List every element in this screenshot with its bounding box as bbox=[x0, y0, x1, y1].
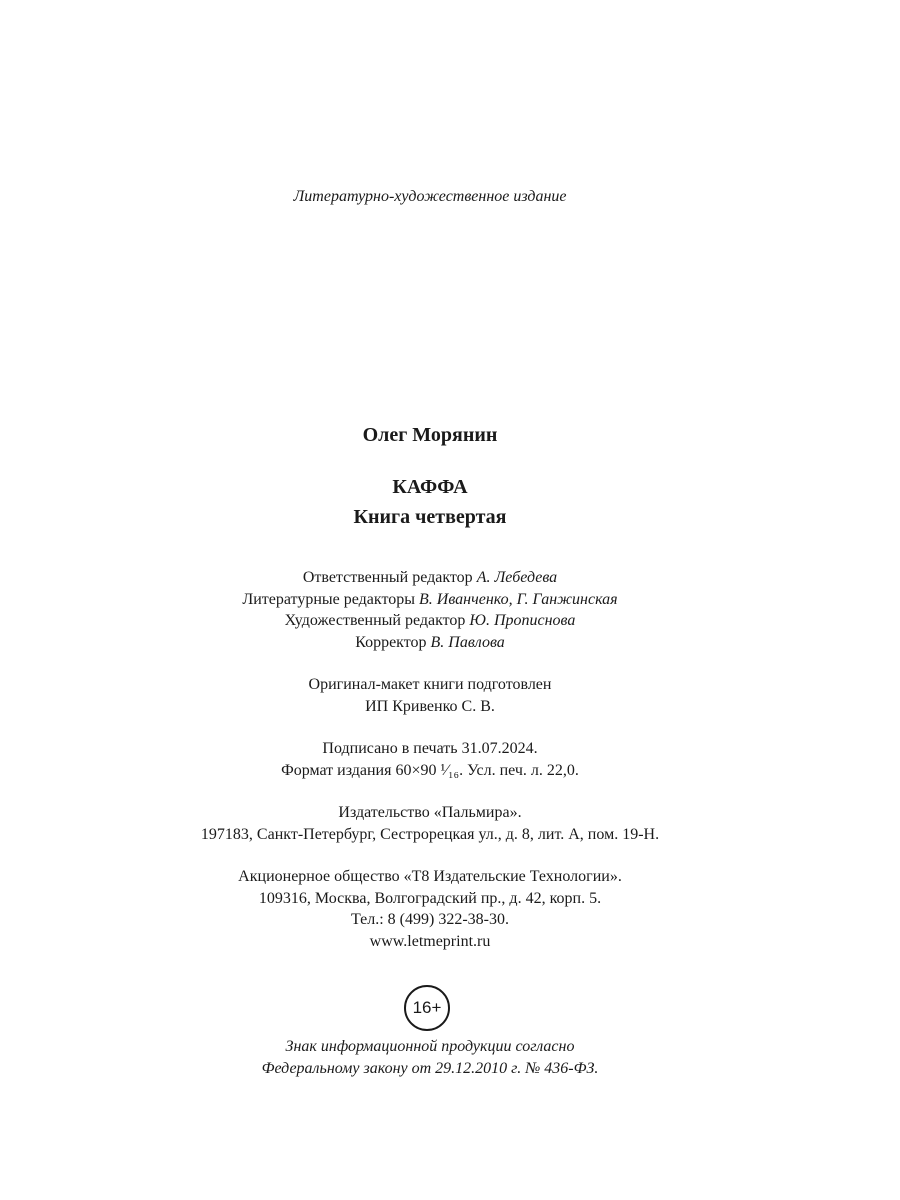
edition-type bbox=[0, 186, 860, 208]
printer-website: www.letmeprint.ru bbox=[369, 932, 491, 950]
printer-name: Акционерное общество «Т8 Издательские Технологии». bbox=[238, 868, 622, 885]
credit-names: В. Павлова bbox=[430, 633, 505, 651]
printer-phone: Тел.: 8 (499) 322-38-30. bbox=[350, 911, 509, 928]
credit-names: В. Иванченко, Г. Ганжинская bbox=[418, 590, 618, 608]
credit-role: Корректор bbox=[355, 633, 427, 651]
credit-role: Ответственный редактор bbox=[302, 569, 473, 586]
publisher-address: 197183, Санкт-Петербург, Сестрорецкая ул., д. 8, лит. А, пом. 19-Н. bbox=[200, 825, 660, 843]
print-info bbox=[0, 738, 860, 781]
publisher-info bbox=[0, 802, 860, 845]
layout-line-2: ИП Кривенко С. В. bbox=[365, 697, 495, 715]
credit-line bbox=[0, 589, 860, 611]
age-rating-badge bbox=[404, 985, 450, 1031]
credit-role: Литературные редакторы bbox=[242, 590, 415, 608]
edition-type-text: Литературно-художественное издание bbox=[293, 188, 567, 205]
credit-names: А. Лебедева bbox=[476, 569, 558, 586]
print-format: Формат издания 60×90 ¹⁄₁₆. Усл. печ. л. 22,0. bbox=[281, 761, 579, 779]
credit-role: Художественный редактор bbox=[284, 612, 466, 629]
author-text: Олег Морянин bbox=[362, 424, 498, 446]
printer-address: 109316, Москва, Волгоградский пр., д. 42, корп. 5. bbox=[258, 889, 602, 907]
age-rating-text: 16+ bbox=[412, 998, 442, 1017]
credit-line bbox=[0, 632, 860, 654]
book-title: КАФФА bbox=[392, 476, 468, 498]
publisher-name: Издательство «Пальмира». bbox=[338, 804, 522, 821]
book-subtitle: Книга четвертая bbox=[353, 506, 507, 528]
age-notice-line-1: Знак информационной продукции согласно bbox=[285, 1038, 575, 1055]
age-notice-line-2: Федеральному закону от 29.12.2010 г. № 436-ФЗ. bbox=[261, 1059, 599, 1077]
credit-line bbox=[0, 610, 860, 632]
layout-line-1: Оригинал-макет книги подготовлен bbox=[308, 676, 552, 693]
book-title-block bbox=[0, 472, 860, 532]
credit-names: Ю. Прописнова bbox=[469, 612, 576, 629]
credit-line bbox=[0, 567, 860, 589]
author-name bbox=[0, 422, 860, 448]
printer-info bbox=[0, 866, 860, 952]
editorial-credits bbox=[0, 567, 860, 653]
layout-credit bbox=[0, 674, 860, 717]
signed-date: Подписано в печать 31.07.2024. bbox=[322, 740, 538, 757]
age-rating-notice bbox=[0, 1036, 860, 1079]
